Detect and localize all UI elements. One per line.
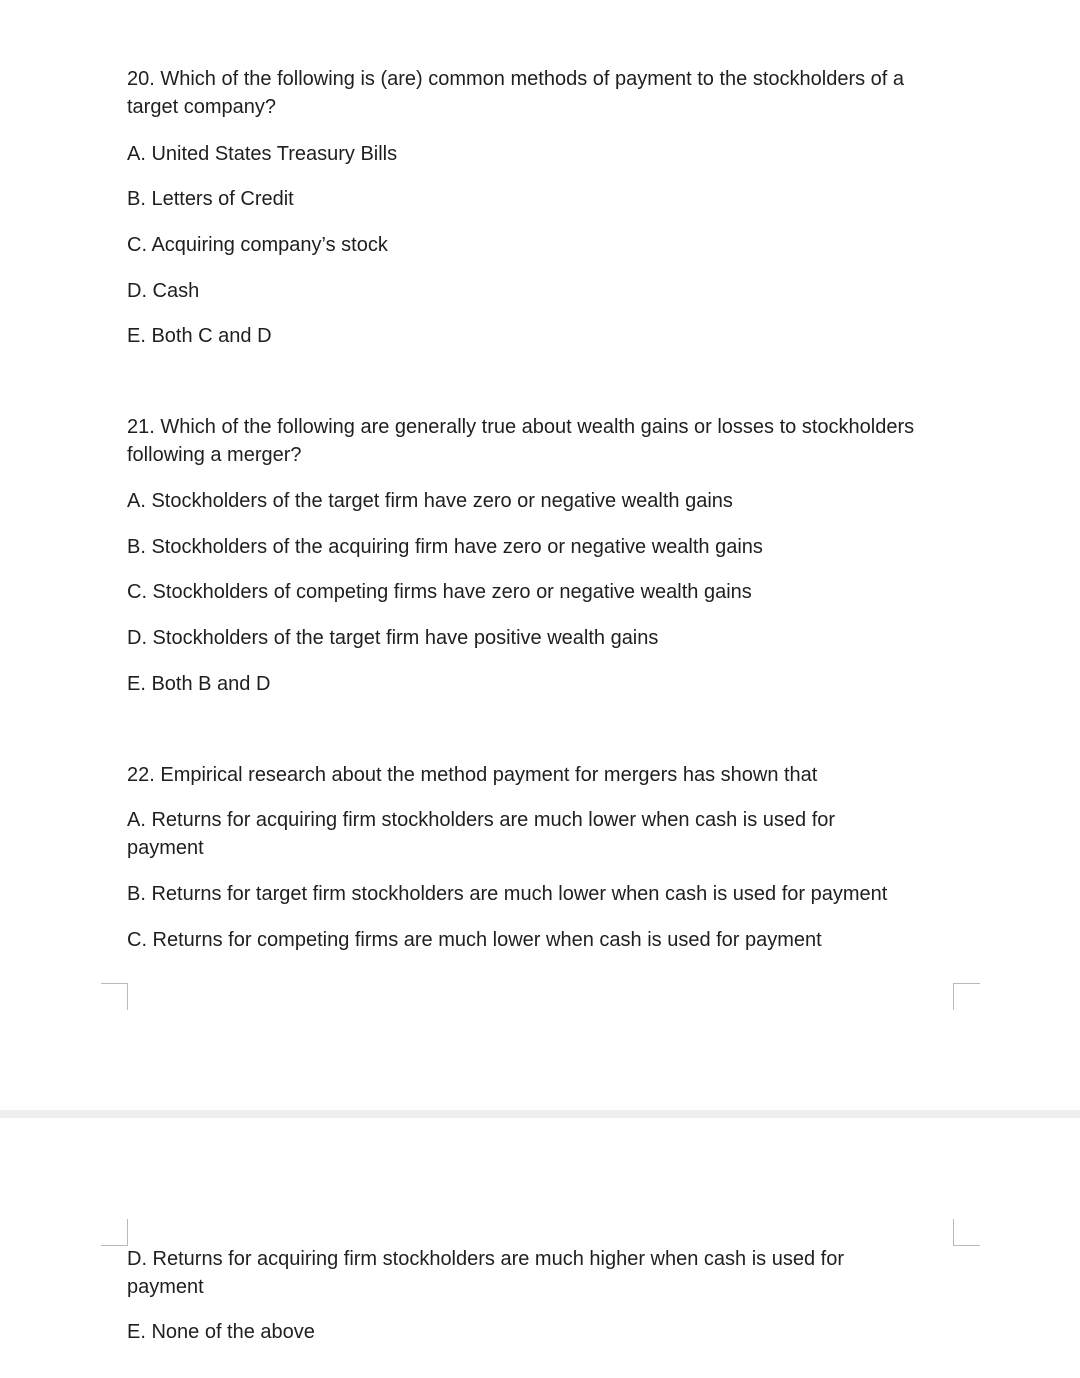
question-21-option-a: A. Stockholders of the target firm have zero or negative wealth gains xyxy=(127,490,733,512)
question-21-option-e: E. Both B and D xyxy=(127,673,271,695)
page-margin-corner-mark xyxy=(101,1219,128,1246)
question-22-option-a: A. Returns for acquiring firm stockholders are much lower when cash is used for payment xyxy=(127,809,836,859)
question-20-option-d: D. Cash xyxy=(127,280,200,302)
question-21-option-b: B. Stockholders of the acquiring firm have zero or negative wealth gains xyxy=(127,536,763,558)
question-22-option-d: D. Returns for acquiring firm stockholders are much higher when cash is used for payment xyxy=(127,1248,844,1298)
question-21-option-d: D. Stockholders of the target firm have positive wealth gains xyxy=(127,627,659,649)
page-margin-corner-mark xyxy=(953,983,980,1010)
page-break xyxy=(0,1110,1080,1118)
question-21-text: 21. Which of the following are generally true about wealth gains or losses to stockholders following a merger? xyxy=(127,416,915,466)
question-20-option-a: A. United States Treasury Bills xyxy=(127,143,398,165)
question-22-option-e: E. None of the above xyxy=(127,1321,315,1343)
question-22-option-c: C. Returns for competing firms are much lower when cash is used for payment xyxy=(127,929,822,951)
question-20-option-b: B. Letters of Credit xyxy=(127,188,294,210)
page-margin-corner-mark xyxy=(953,1219,980,1246)
question-20-text: 20. Which of the following is (are) common methods of payment to the stockholders of a target company? xyxy=(127,68,905,118)
question-22-text: 22. Empirical research about the method payment for mergers has shown that xyxy=(127,764,818,786)
question-20-option-c: C. Acquiring company’s stock xyxy=(127,234,388,256)
question-20-option-e: E. Both C and D xyxy=(127,325,272,347)
question-21-option-c: C. Stockholders of competing firms have zero or negative wealth gains xyxy=(127,581,752,603)
page-margin-corner-mark xyxy=(101,983,128,1010)
question-22-option-b: B. Returns for target firm stockholders are much lower when cash is used for payment xyxy=(127,883,888,905)
